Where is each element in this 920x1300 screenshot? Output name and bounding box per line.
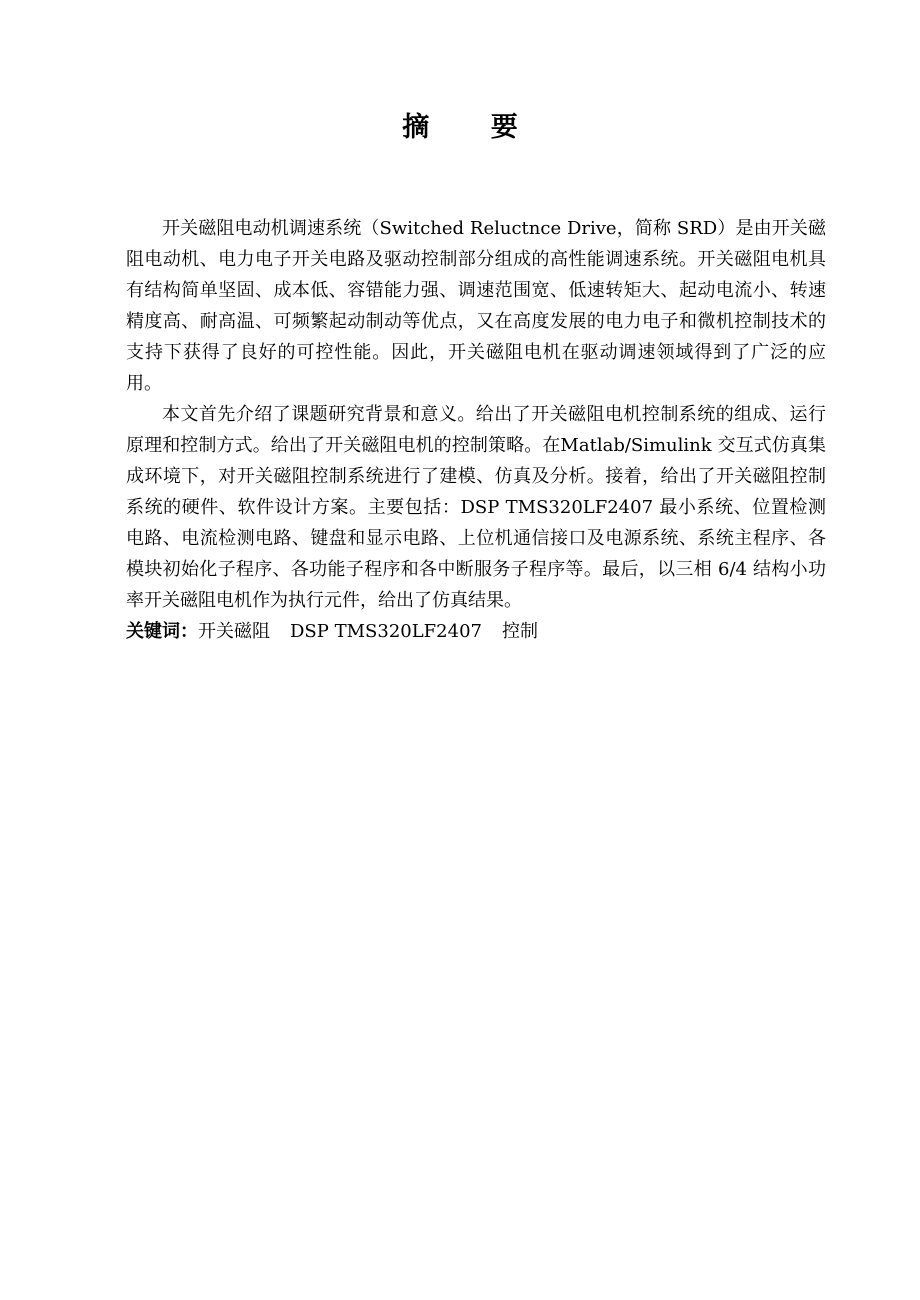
abstract-paragraph-2: 本文首先介绍了课题研究背景和意义。给出了开关磁阻电机控制系统的组成、运行原理和控制方式。给出了开关磁阻电机的控制策略。在Matlab/Simulink 交互式仿真集成环境下，对开关磁阻控制系统进行了建模、仿真及分析。接着，给出了开关磁阻控制系统的硬件、软件设计方案。主要包括：DSP TMS320LF2407 最小系统、位置检测电路、电流检测电路、键盘和显示电路、上位机通信接口及电源系统、系统主程序、各模块初始化子程序、各功能子程序和各中断服务子程序等。最后，以三相 6/4 结构小功率开关磁阻电机作为执行元件，给出了仿真结果。 — [126, 404, 826, 611]
keyword-item: 控制 — [501, 621, 538, 642]
abstract-paragraph-1: 开关磁阻电动机调速系统（Switched Reluctnce Drive，简称 SRD）是由开关磁阻电动机、电力电子开关电路及驱动控制部分组成的高性能调速系统。开关磁阻电机具有结构简单坚固、成本低、容错能力强、调速范围宽、低速转矩大、起动电流小、转速精度高、耐高温、可频繁起动制动等优点，又在高度发展的电力电子和微机控制技术的支持下获得了良好的可控性能。因此，开关磁阻电机在驱动调速领域得到了广泛的应用。 — [126, 218, 826, 394]
keywords-label: 关键词： — [126, 621, 198, 642]
keyword-item: 开关磁阻 — [198, 621, 270, 642]
abstract-body — [126, 213, 826, 647]
keyword-item: DSP TMS320LF2407 — [290, 621, 482, 642]
page-title: 摘 要 — [402, 112, 544, 143]
keywords-line — [126, 616, 826, 647]
